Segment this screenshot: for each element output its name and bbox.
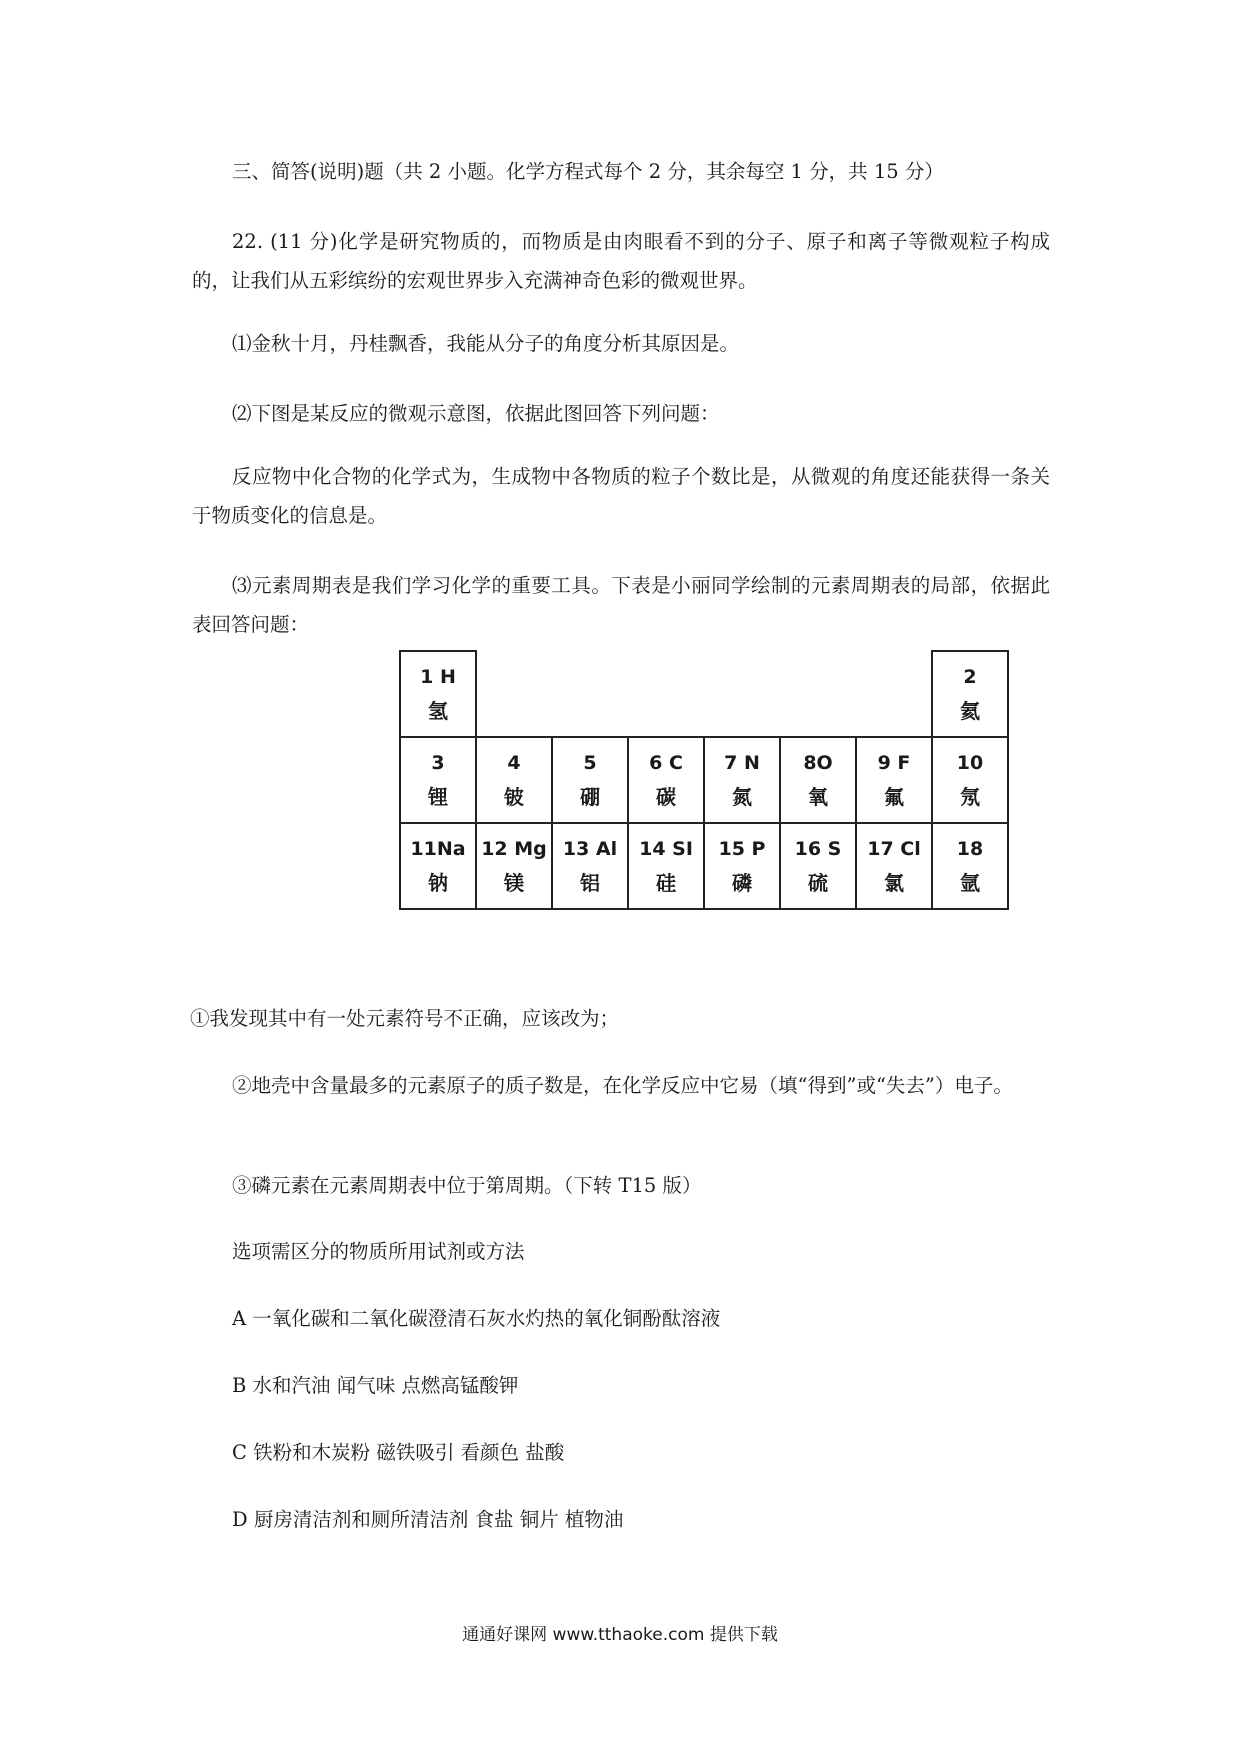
sub-question-1: ①我发现其中有一处元素符号不正确，应该改为；: [190, 1007, 620, 1030]
periodic-table: [399, 650, 1009, 910]
element-cell: [628, 823, 704, 909]
periodic-table-row: [400, 651, 1008, 737]
element-cell: [932, 737, 1008, 823]
element-number-symbol: 16 S: [794, 838, 842, 860]
element-number-symbol: 12 Mg: [481, 838, 547, 860]
element-number-symbol: 14 SI: [639, 838, 693, 860]
element-name: 氖: [960, 785, 980, 809]
element-cell: [628, 737, 704, 823]
element-cell: [932, 651, 1008, 737]
periodic-table-empty-cell: [552, 651, 628, 737]
element-name: 镁: [504, 871, 524, 895]
periodic-table-empty-cell: [856, 651, 932, 737]
element-number-symbol: 5: [583, 752, 597, 774]
options-header: 选项需区分的物质所用试剂或方法: [232, 1240, 525, 1263]
element-name: 硼: [580, 785, 600, 809]
element-name: 铝: [580, 871, 600, 895]
element-cell: [476, 737, 552, 823]
element-name: 氯: [884, 871, 904, 895]
element-cell: [856, 823, 932, 909]
element-cell: [856, 737, 932, 823]
option-c: C 铁粉和木炭粉 磁铁吸引 看颜色 盐酸: [232, 1441, 565, 1464]
option-d: D 厨房清洁剂和厕所清洁剂 食盐 铜片 植物油: [232, 1508, 624, 1531]
element-number-symbol: 15 P: [718, 838, 766, 860]
element-number-symbol: 6 C: [649, 752, 683, 774]
element-number-symbol: 9 F: [877, 752, 911, 774]
footer-source: 通通好课网 www.tthaoke.com 提供下载: [462, 1625, 778, 1645]
element-cell: [780, 823, 856, 909]
element-number-symbol: 3: [431, 752, 445, 774]
element-name: 锂: [428, 785, 448, 809]
element-cell: [400, 823, 476, 909]
periodic-table-empty-cell: [780, 651, 856, 737]
element-name: 氦: [960, 699, 980, 723]
section-title: 三、简答(说明)题（共 2 小题。化学方程式每个 2 分，其余每空 1 分，共 15 分）: [232, 160, 944, 183]
question-22-part-1: ⑴金秋十月，丹桂飘香，我能从分子的角度分析其原因是。: [232, 332, 740, 355]
periodic-table-wrapper: [399, 650, 1009, 910]
element-number-symbol: 2: [963, 666, 977, 688]
periodic-table-row: [400, 823, 1008, 909]
element-number-symbol: 11Na: [410, 838, 466, 860]
element-cell: [400, 651, 476, 737]
question-22-intro: 22. (11 分)化学是研究物质的，而物质是由肉眼看不到的分子、原子和离子等微观粒子构成的，让我们从五彩缤纷的宏观世界步入充满神奇色彩的微观世界。: [192, 230, 1050, 292]
option-b: B 水和汽油 闻气味 点燃高锰酸钾: [232, 1374, 519, 1397]
element-number-symbol: 7 N: [724, 752, 760, 774]
question-22-part-2-text: 反应物中化合物的化学式为，生成物中各物质的粒子个数比是，从微观的角度还能获得一条关于物质变化的信息是。: [192, 465, 1050, 527]
sub-question-2: ②地壳中含量最多的元素原子的质子数是，在化学反应中它易（填“得到”或“失去”）电子。: [232, 1074, 1013, 1097]
sub-question-3: ③磷元素在元素周期表中位于第周期。（下转 T15 版）: [232, 1174, 702, 1197]
element-name: 硫: [808, 871, 828, 895]
element-name: 氧: [808, 785, 828, 809]
element-name: 钠: [428, 871, 448, 895]
element-name: 氩: [960, 871, 980, 895]
element-name: 碳: [656, 785, 676, 809]
element-cell: [552, 823, 628, 909]
element-name: 磷: [732, 871, 752, 895]
element-name: 氮: [732, 785, 752, 809]
element-number-symbol: 10: [956, 752, 984, 774]
periodic-table-empty-cell: [628, 651, 704, 737]
element-number-symbol: 4: [507, 752, 521, 774]
element-number-symbol: 8O: [803, 752, 833, 774]
question-22-part-2: ⑵下图是某反应的微观示意图，依据此图回答下列问题：: [232, 402, 720, 425]
element-name: 氢: [428, 699, 448, 723]
element-cell: [400, 737, 476, 823]
element-cell: [780, 737, 856, 823]
element-cell: [932, 823, 1008, 909]
element-name: 铍: [504, 785, 524, 809]
element-name: 硅: [656, 871, 676, 895]
option-a: A 一氧化碳和二氧化碳澄清石灰水灼热的氧化铜酚酞溶液: [232, 1307, 721, 1330]
element-number-symbol: 18: [956, 838, 984, 860]
element-cell: [552, 737, 628, 823]
question-22-part-3: ⑶元素周期表是我们学习化学的重要工具。下表是小丽同学绘制的元素周期表的局部，依据此表回答问题：: [192, 574, 1050, 636]
element-number-symbol: 17 Cl: [867, 838, 921, 860]
element-number-symbol: 1 H: [420, 666, 456, 688]
element-cell: [476, 823, 552, 909]
element-cell: [704, 823, 780, 909]
periodic-table-empty-cell: [476, 651, 552, 737]
periodic-table-empty-cell: [704, 651, 780, 737]
element-name: 氟: [884, 785, 904, 809]
element-number-symbol: 13 Al: [562, 838, 618, 860]
periodic-table-row: [400, 737, 1008, 823]
element-cell: [704, 737, 780, 823]
